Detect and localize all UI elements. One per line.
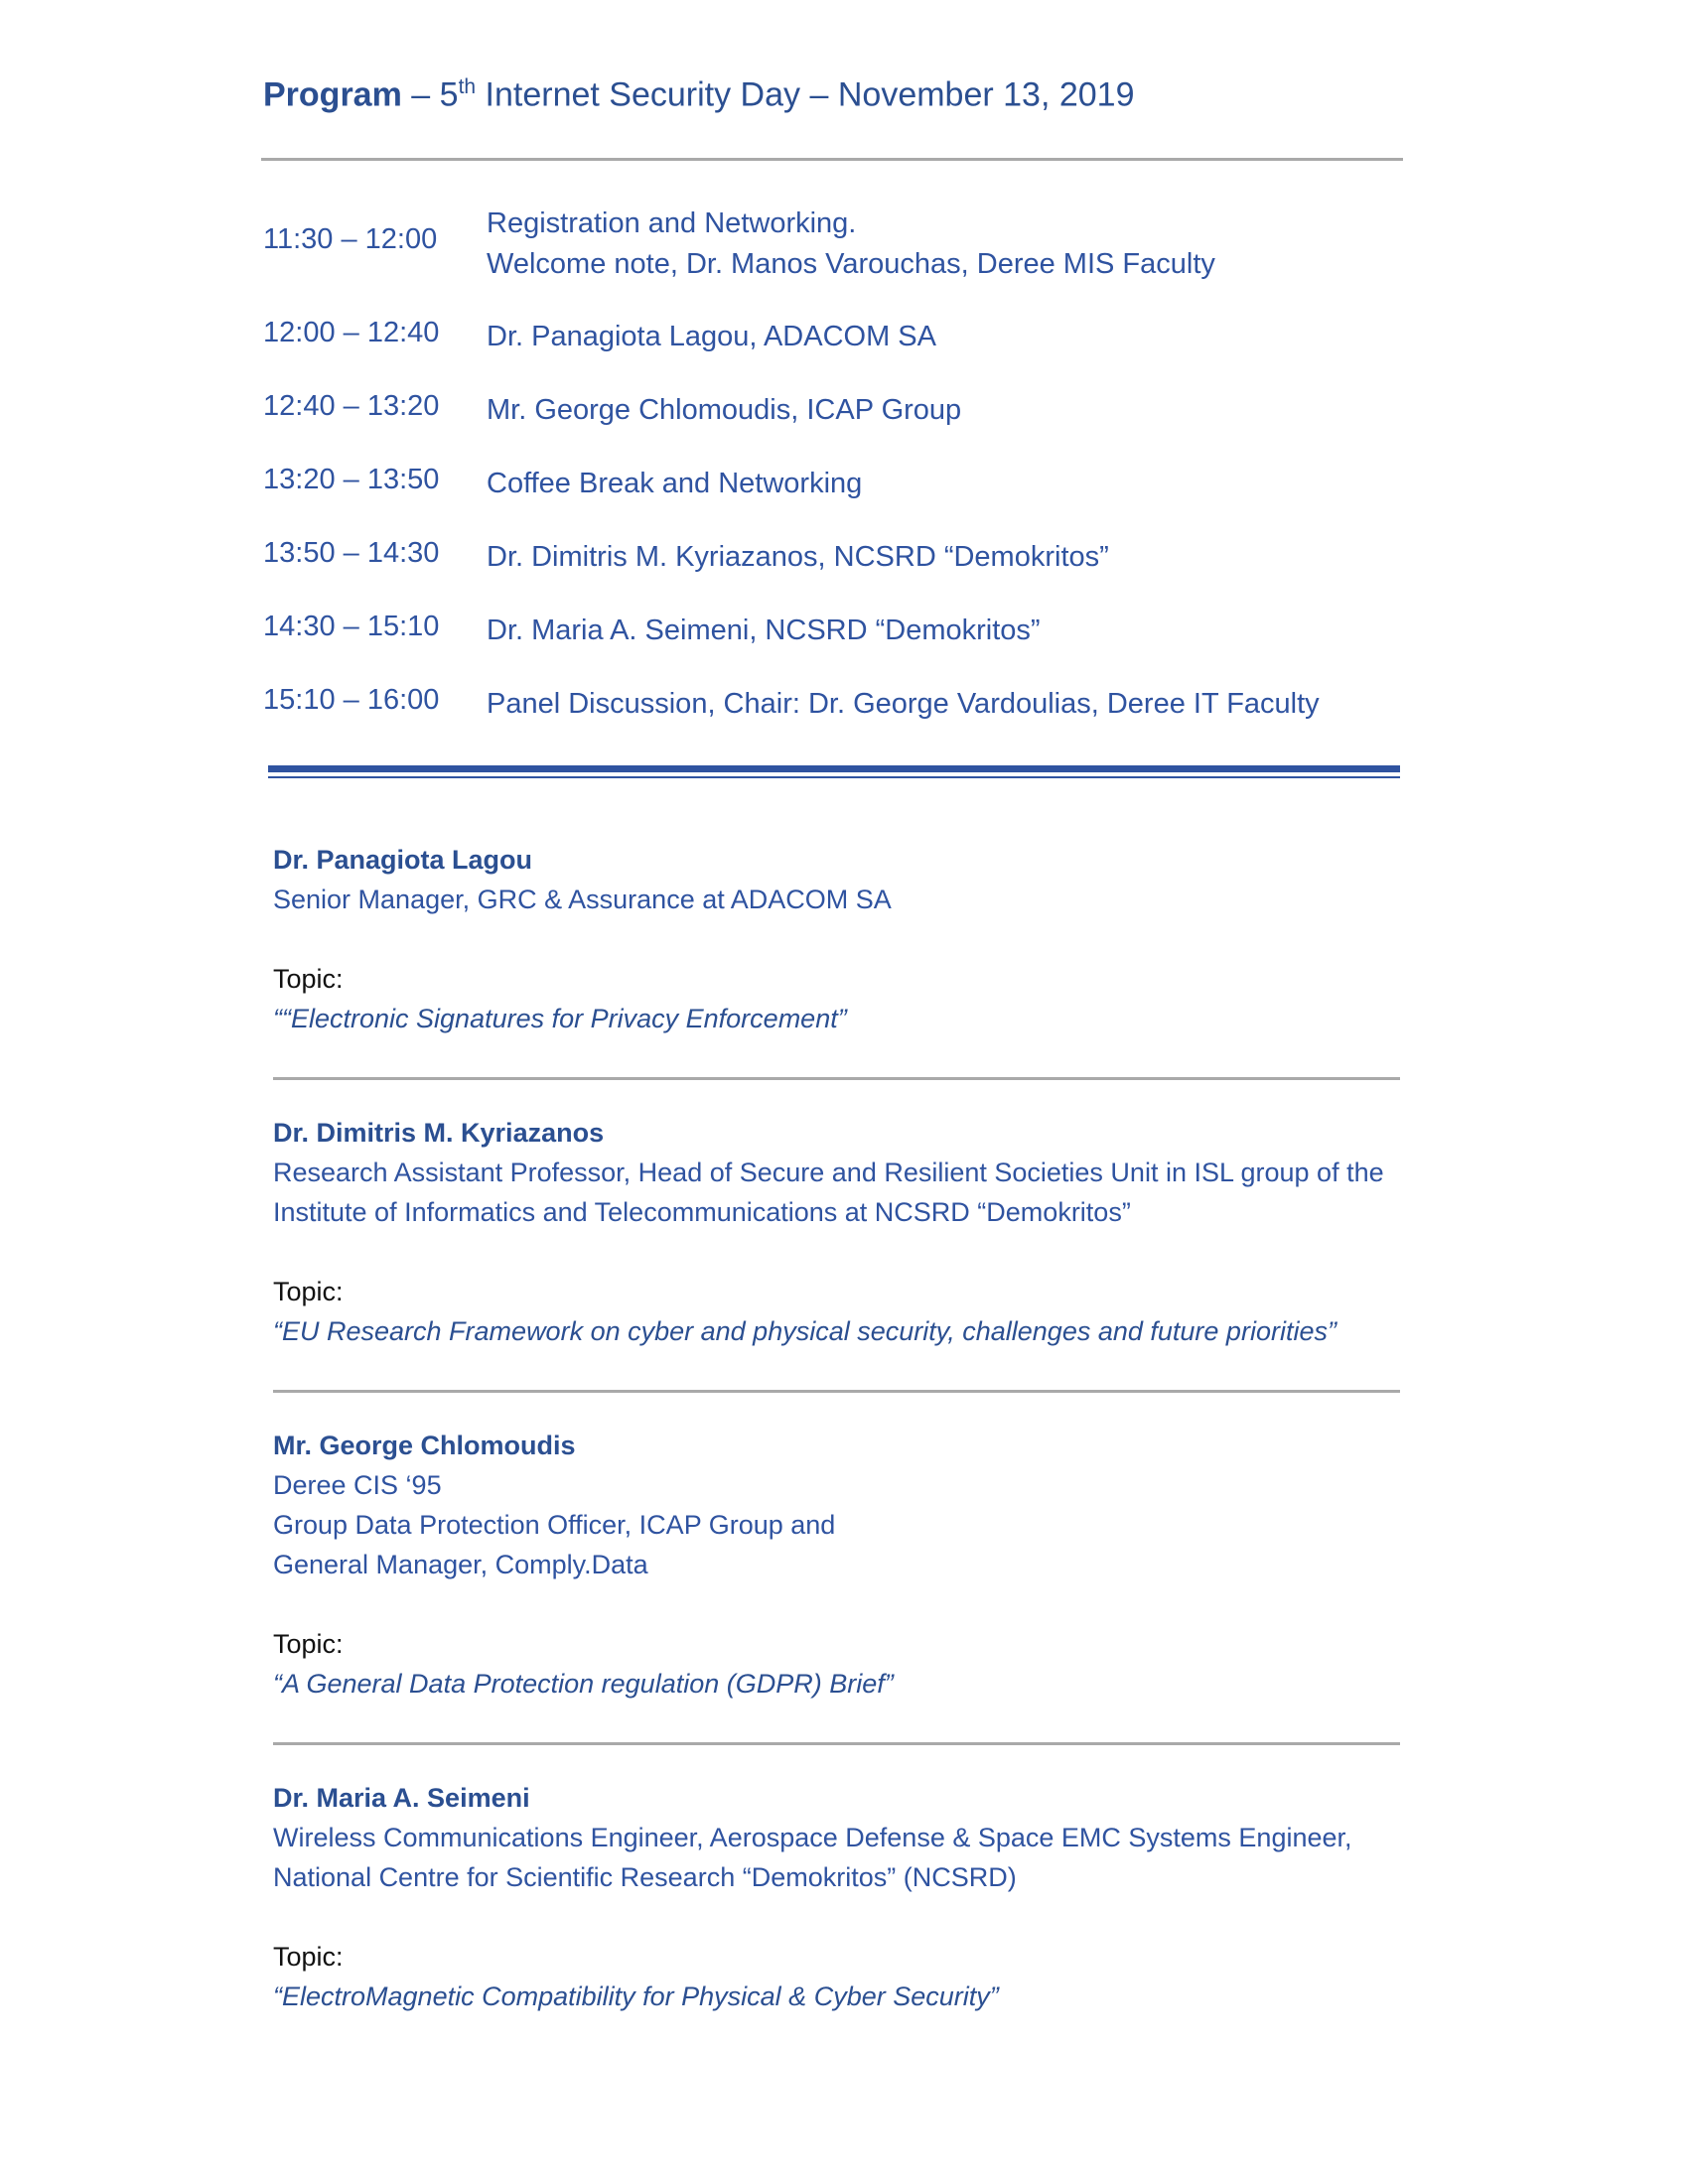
topic-label: Topic:	[273, 964, 344, 994]
speaker-description: Group Data Protection Officer, ICAP Group and	[273, 1510, 836, 1540]
schedule-activity: Panel Discussion, Chair: Dr. George Vardoulias, Deree IT Faculty	[487, 688, 1320, 720]
speaker-separator	[273, 1077, 1400, 1080]
speaker-block	[273, 840, 1405, 1038]
topic-label: Topic:	[273, 1629, 344, 1659]
speaker-description: National Centre for Scientific Research “Demokritos” (NCSRD)	[273, 1862, 1017, 1892]
topic-label: Topic:	[273, 1942, 344, 1972]
schedule-divider-thin	[268, 776, 1400, 778]
schedule-activity: Dr. Maria A. Seimeni, NCSRD “Demokritos”	[487, 614, 1041, 646]
page-title	[263, 75, 1135, 114]
schedule-activity	[487, 204, 1215, 285]
schedule-time: 14:30 – 15:10	[263, 611, 440, 642]
edition-number: 5	[439, 75, 459, 114]
speaker-name: Dr. Panagiota Lagou	[273, 845, 533, 875]
speaker-block	[273, 1113, 1405, 1351]
edition-suffix: th	[458, 75, 477, 98]
topic-title: “EU Research Framework on cyber and physical security, challenges and future priorities”	[273, 1316, 1336, 1346]
program-label: Program	[263, 75, 402, 114]
title-dash: –	[809, 75, 829, 114]
event-name: Internet Security Day	[485, 75, 801, 114]
activity-line: Registration and Networking.	[487, 207, 857, 239]
topic-label: Topic:	[273, 1277, 344, 1306]
speaker-description: Senior Manager, GRC & Assurance at ADACOM SA	[273, 885, 892, 914]
speaker-description: General Manager, Comply.Data	[273, 1550, 648, 1579]
speaker-name: Dr. Dimitris M. Kyriazanos	[273, 1118, 605, 1148]
speaker-name: Dr. Maria A. Seimeni	[273, 1783, 530, 1813]
speaker-separator	[273, 1390, 1400, 1393]
speaker-description: Deree CIS ‘95	[273, 1470, 442, 1500]
topic-title: ““Electronic Signatures for Privacy Enforcement”	[273, 1004, 847, 1033]
speaker-name: Mr. George Chlomoudis	[273, 1431, 576, 1460]
speaker-description: Wireless Communications Engineer, Aerospace Defense & Space EMC Systems Engineer,	[273, 1823, 1352, 1852]
schedule-time: 11:30 – 12:00	[263, 223, 438, 255]
event-date: November 13, 2019	[837, 75, 1135, 114]
title-divider	[261, 158, 1403, 161]
schedule-activity: Dr. Dimitris M. Kyriazanos, NCSRD “Demokritos”	[487, 541, 1109, 573]
speaker-block	[273, 1426, 1405, 1704]
topic-title: “ElectroMagnetic Compatibility for Physical & Cyber Security”	[273, 1981, 999, 2011]
schedule-time: 12:00 – 12:40	[263, 317, 440, 348]
title-dash: –	[411, 75, 431, 114]
schedule-time: 13:50 – 14:30	[263, 537, 440, 569]
schedule-activity: Mr. George Chlomoudis, ICAP Group	[487, 394, 962, 426]
schedule-time: 15:10 – 16:00	[263, 684, 440, 716]
schedule-divider-thick	[268, 765, 1400, 772]
schedule-activity: Coffee Break and Networking	[487, 468, 863, 499]
speaker-block	[273, 1778, 1405, 2016]
schedule-activity: Dr. Panagiota Lagou, ADACOM SA	[487, 321, 936, 352]
schedule-time: 12:40 – 13:20	[263, 390, 440, 422]
activity-line: Welcome note, Dr. Manos Varouchas, Deree MIS Faculty	[487, 248, 1215, 280]
schedule-time: 13:20 – 13:50	[263, 464, 440, 495]
speaker-description: Institute of Informatics and Telecommunications at NCSRD “Demokritos”	[273, 1197, 1131, 1227]
topic-title: “A General Data Protection regulation (GDPR) Brief”	[273, 1669, 894, 1699]
speaker-description: Research Assistant Professor, Head of Secure and Resilient Societies Unit in ISL group of the	[273, 1158, 1384, 1187]
speaker-separator	[273, 1742, 1400, 1745]
